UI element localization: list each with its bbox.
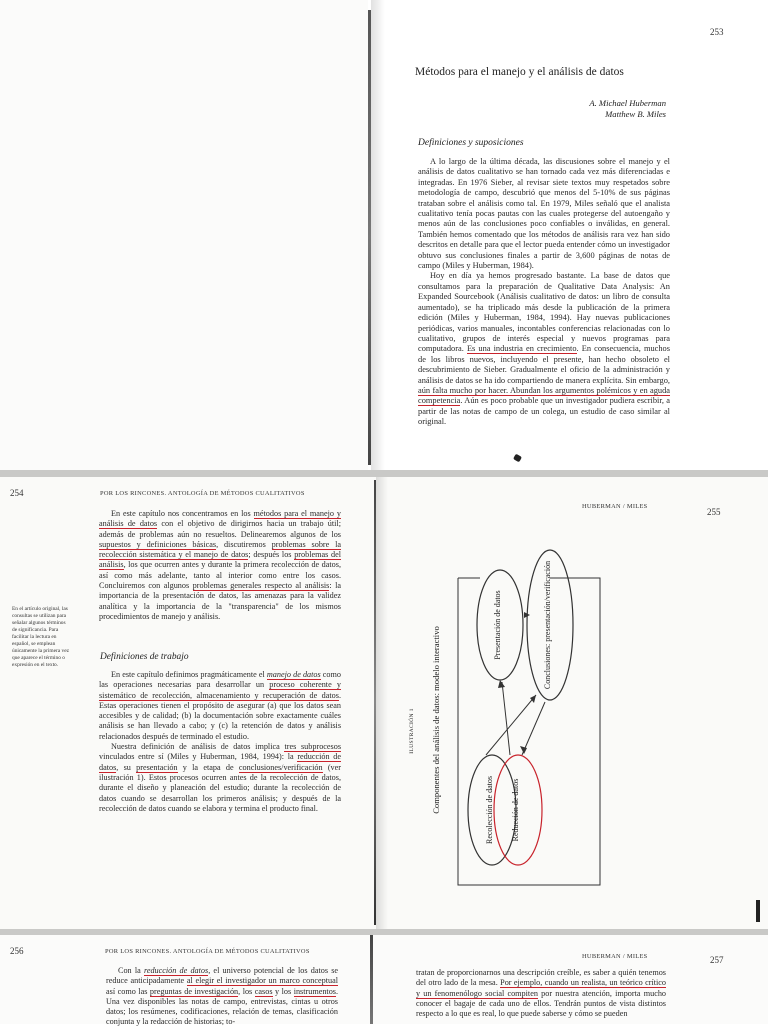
arrow-recoleccion-conclusiones [486,695,536,755]
running-header-257: HUBERMAN / MILES [582,953,648,960]
author-2: Matthew B. Miles [605,109,666,119]
running-header-255: HUBERMAN / MILES [582,503,648,510]
section-heading-254: Definiciones de trabajo [100,652,189,662]
chapter-title: Métodos para el manejo y el análisis de datos [415,66,624,78]
underline-falta-mucho: aún falta mucho por hacer. Abundan los argumentos polémicos y en aguda competencia [418,385,670,406]
page-number-256: 256 [10,946,24,956]
author-1: A. Michael Huberman [589,98,666,108]
paragraph-253-1: A lo largo de la última década, las discusiones sobre el manejo y el análisis de datos cualitativo se han tornado cada vez más diferenciadas e integradas. En 1976 Sieber, al revisar siete textos muy respetados sobre metodología de campo, descubrió que menos del 5-10% de sus páginas trataban sobre el análisis como tal. En 1979, Miles señaló que el analista cualitativo tenía pocas pautas con las cuales protegerse del autoengaño y menos aún de las conclusiones poco confiables o inválidas, en general. También hemos comentado que los métodos de análisis rara vez han sido descritos en detalle para que el lector pueda entender cómo un investigador obtuvo sus conclusiones finales a partir de 3,600 páginas de notas de campo (Miles y Huberman, 1984). [418,157,670,271]
page-number-255: 255 [707,507,721,517]
page-number-254: 254 [10,488,24,498]
label-recoleccion: Recolección de datos [485,776,494,844]
paragraph-254-intro: En este capítulo nos concentramos en los métodos para el manejo y análisis de datos con el objetivo de dirigirnos hacia un trabajo útil; además de problemas aún no resueltos. Delinearemos algunos de los supuestos y definiciones básicas, discutiremos problemas sobre la recolección sistemática y el manejo de datos; después los problemas del análisis, los que ocurren antes y durante la primera recolección de datos, así como más adelante, tanto al interior como entre los casos. Concluiremos con algunos problemas generales respecto al análisis: la importancia de la presentación de datos, las amenazas para la validez analítica y la importancia de la "transparencia" de los mismos procedimientos de manejo y análisis. [99,509,342,621]
spine-fold-bottom [370,935,373,1024]
paragraph-257: tratan de proporcionarnos una descripción creíble, es saber a quién tenemos del otro lado de la mesa. Por ejemplo, cuando un realista, un teórico crítico y un fenomenólogo social compiten por nuestra atención, importa mucho conocer el bagaje de cada uno de ellos. Tendrán puntos de vista distintos respecto a lo que es real, lo que puede saberse y cómo se pueden [416,968,667,1019]
figure-caption: Componentes del análisis de datos: modelo interactivo [431,626,441,814]
running-header-256: POR LOS RINCONES. ANTOLOGÍA DE MÉTODOS CUALITATIVOS [105,948,310,955]
arrow-reduccion-presentacion [502,682,510,755]
body-text-257 [416,968,666,1019]
intro-text-254 [99,509,341,622]
body-text-256 [106,966,338,1028]
label-conclusiones: Conclusiones: presentación/verificación [543,560,552,690]
illustration-label: ILUSTRACIÓN 1 [409,708,415,754]
paragraph-254-def1: En este capítulo definimos pragmáticamente el manejo de datos como las operaciones necesarias para desarrollar un proceso coherente y sistemático de recolección, almacenamiento y recuperación de datos. Estas operaciones tienen el propósito de asegurar (a) que los datos sean accesibles y de calidad; (b) la documentación sobre exactamente cuáles análisis se han llevado a cabo; y (c) la retención de datos y análisis relacionados después de terminado el estudio. [99,670,341,741]
body-text-253 [418,157,670,428]
paragraph-253-2: Hoy en día ya hemos progresado bastante. La base de datos que consultamos para la preparación de Qualitative Data Analysis: An Expanded Sourcebook (Análisis cualitativo de datos: un libro de consulta aumentado), se ha triplicado más desde la publicación de la primera edición (Miles y Huberman, 1984, 1994). Hay nuevas publicaciones periódicas, varios manuales, incontables conferencias relacionadas con lo cualitativo, grupos de interés especial y nuevos programas para computadora. Es una industria en crecimiento. En consecuencia, muchos de los libros nuevos, incluyendo el presente, han hecho obsoleto el descubrimiento de Sieber. Gradualmente el oficio de la administración y análisis de datos se ha ido compartiendo de manera explícita. Sin embargo, aún falta mucho por hacer. Abundan los argumentos polémicos y en aguda competencia. Aún es poco probable que un investigador pudiera escribir, a partir de las notas de campo de un colega, un estudio de caso similar al original. [418,271,671,427]
page-number-253: 253 [710,27,724,37]
definitions-text-254 [99,670,341,814]
section-heading-253: Definiciones y suposiciones [418,138,524,148]
band-gap-1 [0,470,768,477]
blank-left-page [0,0,368,470]
edge-mark [756,900,760,922]
label-reduccion: Reducción de datos [511,778,520,842]
arrow-conclusiones-reduccion [522,702,545,755]
spine-shadow-mid [376,477,388,929]
underline-industria: Es una industria en crecimiento [466,344,577,354]
paragraph-254-def2: Nuestra definición de análisis de datos implica tres subprocesos vinculados entre sí (Miles y Huberman, 1984, 1994): la reducción de datos, su presentación y la etapa de conclusiones/verificación (ver ilustración 1). Estos procesos ocurren antes de la recolección de datos, durante el diseño y planeación del estudio; durante la recolección de datos cuando se desarrollan los primeros análisis; y después de la recolección de datos cuando se elabora y termina el producto final. [99,742,342,813]
label-presentacion: Presentación de datos [493,590,502,660]
loop-line [458,578,600,885]
paragraph-256: Con la reducción de datos, el universo potencial de los datos se reduce anticipadamente al elegir el investigador un marco conceptual así como las preguntas de investigación, los casos y los instrumentos. Una vez disponibles las notas de campo, entrevistas, cintas u otros datos; los resúmenes, codificaciones, relación de temas, clasificación conjunta y la redacción de historias; to- [106,966,339,1027]
running-header-254: POR LOS RINCONES. ANTOLOGÍA DE MÉTODOS CUALITATIVOS [100,490,305,497]
interactive-model-diagram [450,530,610,900]
sidenote-254: En el artículo original, las consultas se utilizan para señalar algunos términos de significancia. Para facilitar la lectura en español, se emplean únicamente la primera vez que aparece el término o expresión en el texto. [12,606,70,668]
page-number-257: 257 [710,955,724,965]
spine-shadow-top [371,0,385,470]
